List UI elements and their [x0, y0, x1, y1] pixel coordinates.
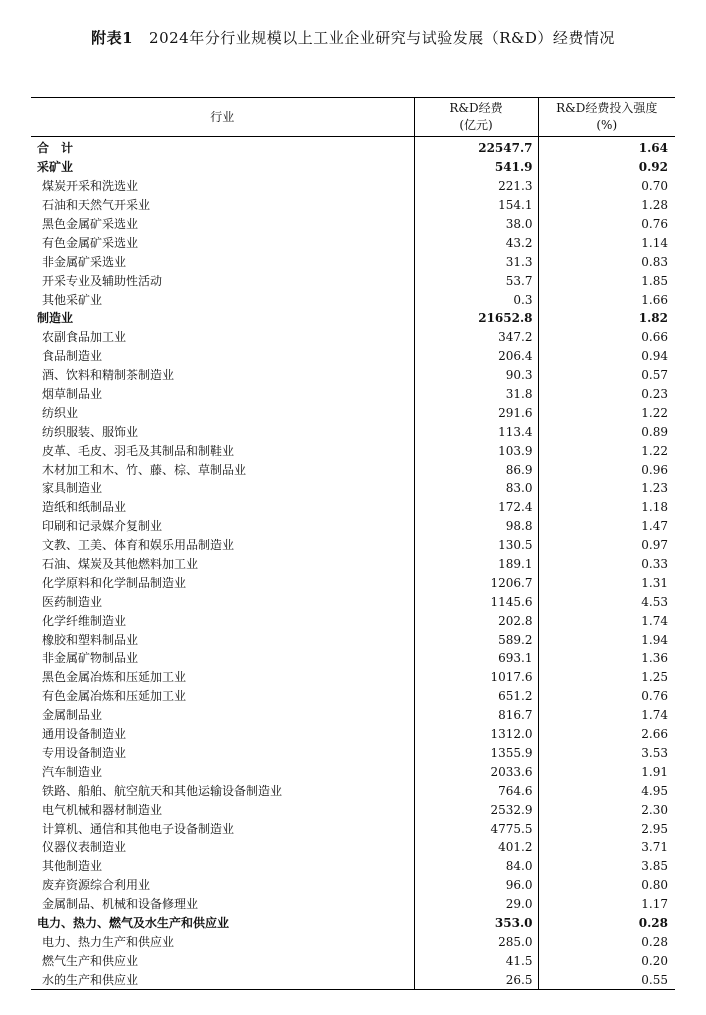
rd-expense-cell: 83.0: [414, 479, 538, 498]
table-row: [31, 460, 675, 479]
rd-expense-cell: 43.2: [414, 233, 538, 252]
rd-expense-cell: 41.5: [414, 951, 538, 970]
rd-expense-cell: 291.6: [414, 403, 538, 422]
table-row: [31, 762, 675, 781]
rd-expense-cell: 90.3: [414, 366, 538, 385]
rd-expense-cell: 103.9: [414, 441, 538, 460]
table-header: [31, 98, 675, 137]
table-row: [31, 555, 675, 574]
rd-expense-cell: 86.9: [414, 460, 538, 479]
table-row: [31, 611, 675, 630]
industry-name-cell: 石油和天然气开采业: [42, 198, 151, 213]
table-row: [31, 932, 675, 951]
rd-expense-cell: 2532.9: [414, 800, 538, 819]
table-row: [31, 630, 675, 649]
rd-expense-cell: 764.6: [414, 781, 538, 800]
industry-name-cell: 石油、煤炭及其他燃料加工业: [42, 557, 199, 572]
table-row: [31, 290, 675, 309]
rd-expense-cell: 172.4: [414, 498, 538, 517]
table-row: [31, 441, 675, 460]
table-row: [31, 687, 675, 706]
industry-name-cell: 烟草制品业: [42, 387, 103, 402]
table-row: [31, 592, 675, 611]
intensity-cell: 1.82: [538, 309, 675, 328]
intensity-cell: 4.95: [538, 781, 675, 800]
rd-expense-cell: 347.2: [414, 328, 538, 347]
intensity-cell: 0.96: [538, 460, 675, 479]
rd-expense-cell: 29.0: [414, 895, 538, 914]
industry-name-cell: 电力、热力、燃气及水生产和供应业: [37, 915, 230, 930]
table-row: [31, 951, 675, 970]
table-label: 附表1: [91, 29, 134, 47]
industry-name-cell: 农副食品加工业: [42, 330, 127, 345]
table-row: [31, 366, 675, 385]
rd-expense-table: [31, 97, 675, 990]
rd-expense-cell: 693.1: [414, 649, 538, 668]
industry-name-cell: 开采专业及辅助性活动: [42, 273, 163, 288]
intensity-cell: 0.66: [538, 328, 675, 347]
intensity-cell: 2.66: [538, 725, 675, 744]
table-row: [31, 498, 675, 517]
table-row: [31, 196, 675, 215]
intensity-cell: 1.94: [538, 630, 675, 649]
header-intensity: R&D经费投入强度 (%): [538, 98, 675, 137]
rd-expense-cell: 189.1: [414, 555, 538, 574]
table-row: [31, 422, 675, 441]
rd-expense-cell: 130.5: [414, 536, 538, 555]
header-industry: 行业: [31, 98, 414, 137]
industry-name-cell: 非金属矿采选业: [42, 254, 127, 269]
intensity-cell: 0.23: [538, 385, 675, 404]
industry-name-cell: 纺织服装、服饰业: [42, 424, 139, 439]
industry-name-cell: 专用设备制造业: [42, 745, 127, 760]
page-title: [0, 27, 706, 48]
intensity-cell: 0.97: [538, 536, 675, 555]
table-row: [31, 706, 675, 725]
table-row: [31, 649, 675, 668]
industry-name-cell: 化学原料和化学制品制造业: [42, 575, 187, 590]
intensity-cell: 1.25: [538, 668, 675, 687]
rd-expense-cell: 31.3: [414, 252, 538, 271]
intensity-cell: 3.53: [538, 744, 675, 763]
rd-expense-cell: 4775.5: [414, 819, 538, 838]
industry-name-cell: 黑色金属矿采选业: [42, 217, 139, 231]
industry-name-cell: 纺织业: [42, 405, 79, 420]
intensity-cell: 0.76: [538, 687, 675, 706]
rd-expense-cell: 589.2: [414, 630, 538, 649]
rd-expense-cell: 221.3: [414, 177, 538, 196]
industry-name-cell: 电力、热力生产和供应业: [42, 934, 175, 949]
intensity-cell: 0.80: [538, 876, 675, 895]
industry-name-cell: 有色金属冶炼和压延加工业: [42, 689, 187, 704]
intensity-cell: 1.23: [538, 479, 675, 498]
industry-name-cell: 制造业: [37, 311, 74, 326]
table-row: [31, 137, 675, 158]
rd-expense-cell: 401.2: [414, 838, 538, 857]
intensity-cell: 0.20: [538, 951, 675, 970]
rd-expense-cell: 84.0: [414, 857, 538, 876]
intensity-cell: 0.57: [538, 366, 675, 385]
industry-name-cell: 造纸和纸制品业: [42, 500, 127, 515]
intensity-cell: 4.53: [538, 592, 675, 611]
table-row: [31, 309, 675, 328]
rd-expense-cell: 113.4: [414, 422, 538, 441]
intensity-cell: 2.30: [538, 800, 675, 819]
intensity-cell: 0.28: [538, 932, 675, 951]
intensity-cell: 0.89: [538, 422, 675, 441]
table-row: [31, 328, 675, 347]
rd-expense-cell: 1145.6: [414, 592, 538, 611]
industry-name-cell: 金属制品业: [42, 708, 103, 723]
industry-name-cell: 汽车制造业: [42, 764, 103, 779]
rd-expense-cell: 285.0: [414, 932, 538, 951]
intensity-cell: 1.74: [538, 706, 675, 725]
intensity-cell: 1.91: [538, 762, 675, 781]
industry-name-cell: 计算机、通信和其他电子设备制造业: [42, 821, 235, 836]
table-row: [31, 668, 675, 687]
intensity-cell: 1.31: [538, 573, 675, 592]
intensity-cell: 0.94: [538, 347, 675, 366]
rd-expense-cell: 541.9: [414, 158, 538, 177]
rd-expense-cell: 22547.7: [414, 137, 538, 158]
intensity-cell: 1.14: [538, 233, 675, 252]
table-row: [31, 271, 675, 290]
rd-expense-cell: 0.3: [414, 290, 538, 309]
rd-expense-cell: 96.0: [414, 876, 538, 895]
rd-expense-cell: 1312.0: [414, 725, 538, 744]
industry-name-cell: 文教、工美、体育和娱乐用品制造业: [42, 538, 235, 553]
intensity-cell: 1.64: [538, 137, 675, 158]
industry-name-cell: 煤炭开采和洗选业: [42, 179, 139, 194]
table-row: [31, 347, 675, 366]
industry-name-cell: 酒、饮料和精制茶制造业: [42, 368, 175, 383]
table-row: [31, 744, 675, 763]
rd-expense-cell: 53.7: [414, 271, 538, 290]
rd-expense-cell: 21652.8: [414, 309, 538, 328]
intensity-cell: 1.22: [538, 441, 675, 460]
table-row: [31, 158, 675, 177]
header-rd-expense: R&D经费 (亿元): [414, 98, 538, 137]
table-row: [31, 573, 675, 592]
industry-name-cell: 橡胶和塑料制品业: [42, 632, 139, 647]
table-row: [31, 838, 675, 857]
table-title-text: 2024年分行业规模以上工业企业研究与试验发展（R&D）经费情况: [149, 29, 615, 47]
table-row: [31, 781, 675, 800]
industry-name-cell: 仪器仪表制造业: [42, 840, 127, 855]
table-row: [31, 517, 675, 536]
intensity-cell: 1.22: [538, 403, 675, 422]
table-row: [31, 233, 675, 252]
table-row: [31, 800, 675, 819]
intensity-cell: 0.70: [538, 177, 675, 196]
table-row: [31, 914, 675, 933]
intensity-cell: 1.17: [538, 895, 675, 914]
table-row: [31, 725, 675, 744]
rd-expense-cell: 651.2: [414, 687, 538, 706]
industry-name-cell: 合 计: [37, 141, 74, 156]
industry-name-cell: 有色金属矿采选业: [42, 235, 139, 250]
industry-name-cell: 医药制造业: [42, 594, 103, 609]
intensity-cell: 0.76: [538, 215, 675, 234]
rd-expense-cell: 98.8: [414, 517, 538, 536]
industry-name-cell: 非金属矿物制品业: [42, 651, 139, 666]
industry-name-cell: 其他制造业: [42, 859, 103, 874]
intensity-cell: 3.85: [538, 857, 675, 876]
intensity-cell: 1.18: [538, 498, 675, 517]
intensity-cell: 1.74: [538, 611, 675, 630]
rd-expense-cell: 154.1: [414, 196, 538, 215]
industry-name-cell: 皮革、毛皮、羽毛及其制品和制鞋业: [42, 443, 235, 458]
industry-name-cell: 食品制造业: [42, 349, 103, 364]
rd-expense-cell: 1206.7: [414, 573, 538, 592]
table-row: [31, 895, 675, 914]
table-row: [31, 536, 675, 555]
rd-expense-cell: 2033.6: [414, 762, 538, 781]
industry-name-cell: 家具制造业: [42, 481, 103, 496]
industry-name-cell: 燃气生产和供应业: [42, 953, 139, 968]
intensity-cell: 0.28: [538, 914, 675, 933]
intensity-cell: 1.85: [538, 271, 675, 290]
rd-expense-cell: 38.0: [414, 215, 538, 234]
industry-name-cell: 电气机械和器材制造业: [42, 802, 163, 817]
rd-expense-cell: 1017.6: [414, 668, 538, 687]
table-row: [31, 403, 675, 422]
rd-expense-cell: 1355.9: [414, 744, 538, 763]
industry-name-cell: 金属制品、机械和设备修理业: [42, 897, 199, 912]
table-row: [31, 177, 675, 196]
table-row: [31, 970, 675, 989]
intensity-cell: 0.83: [538, 252, 675, 271]
rd-expense-cell: 206.4: [414, 347, 538, 366]
industry-name-cell: 印刷和记录媒介复制业: [42, 519, 163, 534]
industry-name-cell: 通用设备制造业: [42, 727, 127, 742]
rd-expense-cell: 31.8: [414, 385, 538, 404]
rd-expense-cell: 816.7: [414, 706, 538, 725]
table-row: [31, 479, 675, 498]
intensity-cell: 0.92: [538, 158, 675, 177]
table-row: [31, 876, 675, 895]
intensity-cell: 1.66: [538, 290, 675, 309]
intensity-cell: 3.71: [538, 838, 675, 857]
industry-name-cell: 其他采矿业: [42, 292, 103, 307]
table-row: [31, 857, 675, 876]
rd-expense-cell: 202.8: [414, 611, 538, 630]
industry-name-cell: 废弃资源综合利用业: [42, 878, 151, 893]
industry-name-cell: 水的生产和供应业: [31, 970, 414, 989]
table-row: [31, 215, 675, 234]
industry-name-cell: 采矿业: [37, 160, 74, 175]
intensity-cell: 2.95: [538, 819, 675, 838]
table-body: [31, 137, 675, 990]
table-row: [31, 252, 675, 271]
industry-name-cell: 化学纤维制造业: [42, 613, 127, 628]
rd-expense-cell: 26.5: [414, 970, 538, 989]
intensity-cell: 0.55: [538, 970, 675, 989]
industry-name-cell: 黑色金属冶炼和压延加工业: [42, 670, 187, 685]
intensity-cell: 1.28: [538, 196, 675, 215]
table-row: [31, 385, 675, 404]
intensity-cell: 0.33: [538, 555, 675, 574]
industry-name-cell: 铁路、船舶、航空航天和其他运输设备制造业: [42, 783, 283, 798]
intensity-cell: 1.36: [538, 649, 675, 668]
table-row: [31, 819, 675, 838]
industry-name-cell: 木材加工和木、竹、藤、棕、草制品业: [42, 462, 247, 477]
rd-expense-cell: 353.0: [414, 914, 538, 933]
intensity-cell: 1.47: [538, 517, 675, 536]
